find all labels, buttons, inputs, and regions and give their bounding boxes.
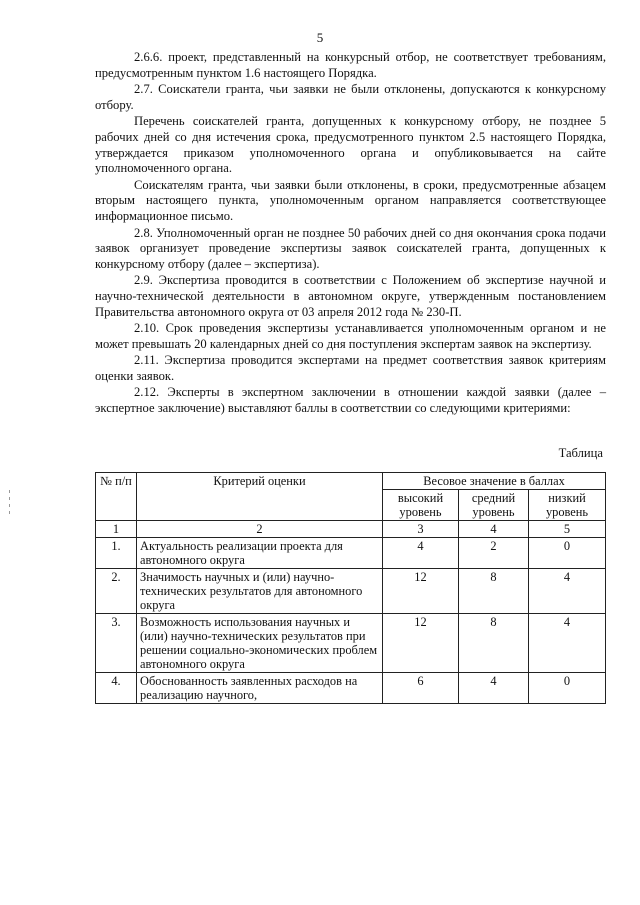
row-high: 12 — [383, 614, 459, 673]
paragraph: 2.6.6. проект, представленный на конкурсный отбор, не соответствует требованиям, предусмотренным пунктом 1.6 настоящего Порядка. — [95, 50, 606, 80]
header-number: № п/п — [96, 473, 137, 521]
row-high: 6 — [383, 673, 459, 704]
row-low: 4 — [529, 614, 606, 673]
paragraph: 2.12. Эксперты в экспертном заключении в отношении каждой заявки (далее – экспертное заключение) выставляют баллы в соответствии со следующими критериями: — [95, 385, 606, 416]
header-high: высокий уровень — [383, 490, 459, 521]
scan-artifact — [6, 486, 14, 516]
header-criterion: Критерий оценки — [137, 473, 383, 521]
criteria-table — [95, 472, 606, 704]
row-low: 0 — [529, 673, 606, 704]
row-low: 4 — [529, 569, 606, 614]
row-low: 0 — [529, 538, 606, 569]
row-number: 1. — [96, 538, 137, 569]
table-row — [96, 614, 606, 673]
row-criterion: Значимость научных и (или) научно-технических результатов для автономного округа — [137, 569, 383, 614]
column-number: 1 — [96, 521, 137, 538]
table-header-row — [96, 473, 606, 490]
table-row — [96, 569, 606, 614]
table-caption: Таблица — [558, 446, 603, 460]
row-medium: 8 — [459, 569, 529, 614]
row-medium: 4 — [459, 673, 529, 704]
header-weight-group: Весовое значение в баллах — [383, 473, 606, 490]
paragraph: Перечень соискателей гранта, допущенных к конкурсному отбору, не позднее 5 рабочих дней со дня истечения срока, предусмотренного пунктом 2.5 настоящего Порядка, утверждается приказом уполномоченного органа и опубликовывается на сайте уполномоченного органа. — [95, 114, 606, 176]
row-medium: 8 — [459, 614, 529, 673]
column-number-row — [96, 521, 606, 538]
page-number: 5 — [316, 30, 324, 45]
row-medium: 2 — [459, 538, 529, 569]
paragraph: 2.9. Экспертиза проводится в соответствии с Положением об экспертизе научной и научно-технической деятельности в автономном округе, утвержденным постановлением Правительства автономного округа от 03 апреля 2012 года № 230-П. — [95, 273, 606, 319]
row-high: 12 — [383, 569, 459, 614]
row-criterion: Обоснованность заявленных расходов на реализацию научного, — [137, 673, 383, 704]
table-row — [96, 673, 606, 704]
paragraph: 2.11. Экспертиза проводится экспертами на предмет соответствия заявок критериям оценки заявок. — [95, 353, 606, 383]
paragraph: Соискателям гранта, чьи заявки были отклонены, в сроки, предусмотренные абзацем вторым настоящего пункта, уполномоченным органом направляется соответствующее информационное письмо. — [95, 177, 606, 223]
document-body — [95, 50, 606, 418]
table-row — [96, 538, 606, 569]
row-high: 4 — [383, 538, 459, 569]
header-medium: средний уровень — [459, 490, 529, 521]
column-number: 3 — [383, 521, 459, 538]
row-criterion: Актуальность реализации проекта для автономного округа — [137, 538, 383, 569]
row-number: 2. — [96, 569, 137, 614]
column-number: 4 — [459, 521, 529, 538]
column-number: 2 — [137, 521, 383, 538]
header-low: низкий уровень — [529, 490, 606, 521]
paragraph: 2.8. Уполномоченный орган не позднее 50 рабочих дней со дня окончания срока подачи заявок организует проведение экспертизы заявок соискателей гранта, допущенных к конкурсному отбору (далее – экспертиза). — [95, 225, 606, 271]
row-number: 3. — [96, 614, 137, 673]
row-criterion: Возможность использования научных и (или) научно-технических результатов при решении социально-экономических проблем автономного округа — [137, 614, 383, 673]
paragraph: 2.7. Соискатели гранта, чьи заявки не были отклонены, допускаются к конкурсному отбору. — [95, 82, 606, 112]
column-number: 5 — [529, 521, 606, 538]
row-number: 4. — [96, 673, 137, 704]
paragraph: 2.10. Срок проведения экспертизы устанавливается уполномоченным органом и не может превышать 20 календарных дней со дня поступления экспертам заявок на экспертизу. — [95, 321, 606, 351]
